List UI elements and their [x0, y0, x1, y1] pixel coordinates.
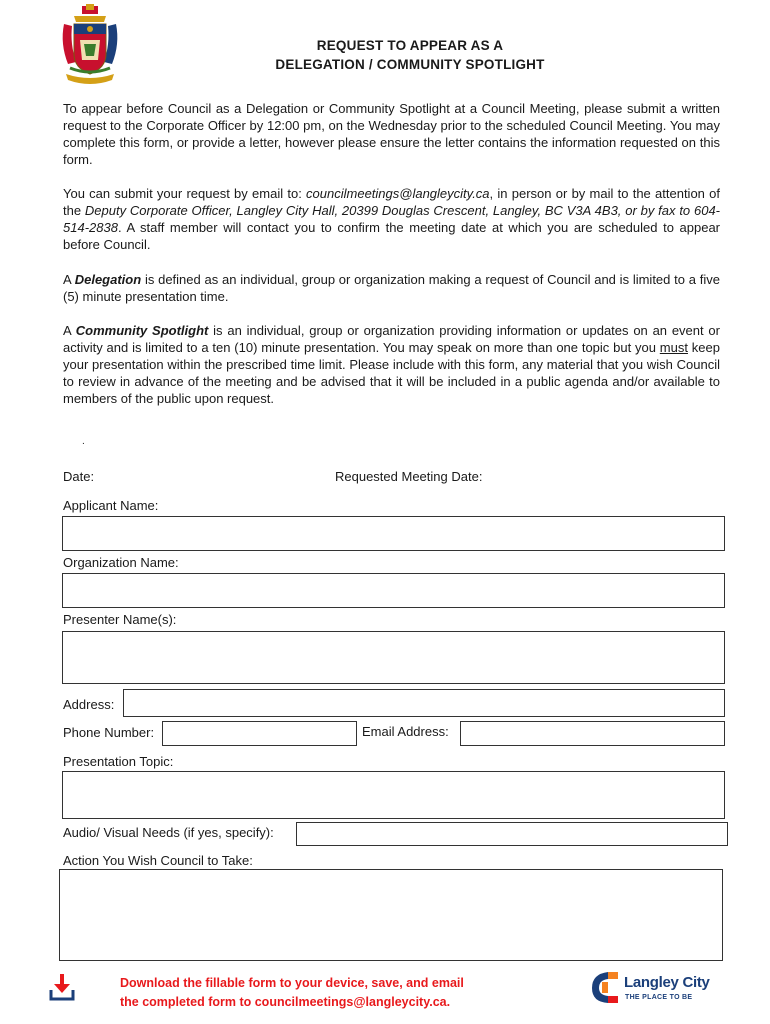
presenter-names-input[interactable] — [62, 631, 725, 684]
requested-meeting-date-label: Requested Meeting Date: — [335, 469, 483, 484]
council-email-text: councilmeetings@langleycity.ca — [306, 186, 490, 201]
download-icon[interactable] — [48, 972, 76, 1002]
phone-number-label: Phone Number: — [63, 725, 155, 740]
langley-city-logo — [588, 966, 723, 1010]
form-title-line1: REQUEST TO APPEAR AS A — [316, 38, 504, 53]
action-label: Action You Wish Council to Take: — [63, 853, 253, 868]
applicant-name-label: Applicant Name: — [63, 498, 159, 513]
intro-paragraph: To appear before Council as a Delegation or Community Spotlight at a Council Meeting, please submit a written request to the Corporate Officer by 12:00 pm, on the Wednesday prior to the scheduled Council Meeting. You may complete this form, or provide a letter, however please ensure the letter contains the information requested on this form. — [63, 101, 720, 167]
langley-city-tagline: THE PLACE TO BE — [625, 994, 693, 1001]
mailing-address-text: Deputy Corporate Officer, Langley City Hall, 20399 Douglas Crescent, Langley, BC V3A 4B3, or by fax to 604-514-2838 — [63, 203, 721, 235]
form-title-line2: DELEGATION / COMMUNITY SPOTLIGHT — [275, 57, 545, 72]
email-address-label: Email Address: — [362, 724, 449, 739]
coat-of-arms-crest — [60, 4, 120, 88]
langley-city-logo-mark-icon — [588, 968, 622, 1006]
organization-name-label: Organization Name: — [63, 555, 179, 570]
action-input[interactable] — [59, 869, 723, 961]
spotlight-definition: A Community Spotlight is an individual, group or organization providing information or updates on an event or activity and is limited to a ten (10) minute presentation. You may speak on more than one topic but you must keep your presentation within the prescribed time limit. Please include with this form, any material that you wish Council to review in advance of the meeting and be advised that it will be included in a public agenda and/or available to members of the public upon request. — [63, 323, 720, 406]
audio-visual-needs-input[interactable] — [296, 822, 728, 846]
date-label: Date: — [63, 469, 95, 484]
presentation-topic-input[interactable] — [62, 771, 725, 819]
presentation-topic-label: Presentation Topic: — [63, 754, 174, 769]
delegation-definition: A Delegation is defined as an individual, group or organization making a request of Council and is limited to a five (5) minute presentation time. — [63, 272, 720, 304]
audio-visual-needs-label: Audio/ Visual Needs (if yes, specify): — [63, 825, 274, 840]
phone-number-input[interactable] — [162, 721, 357, 746]
download-instructions: Download the fillable form to your device, save, and email the completed form to councilmeetings@langleycity.ca. — [120, 976, 464, 1009]
address-input[interactable] — [123, 689, 725, 717]
address-label: Address: — [63, 697, 115, 712]
stray-dot: . — [82, 436, 85, 447]
presenter-names-label: Presenter Name(s): — [63, 612, 177, 627]
langley-city-logo-name: Langley City — [624, 974, 710, 991]
applicant-name-input[interactable] — [62, 516, 725, 551]
email-address-input[interactable] — [460, 721, 725, 746]
organization-name-input[interactable] — [62, 573, 725, 608]
submission-paragraph: You can submit your request by email to: councilmeetings@langleycity.ca, in person or by mail to the attention of the Deputy Corporate Officer, Langley City Hall, 20399 Douglas Crescent, Langley, BC V3A 4B3, or by fax to 604-514-2838. A staff member will contact you to confirm the meeting date at which you are scheduled to appear before Council. — [63, 186, 721, 252]
